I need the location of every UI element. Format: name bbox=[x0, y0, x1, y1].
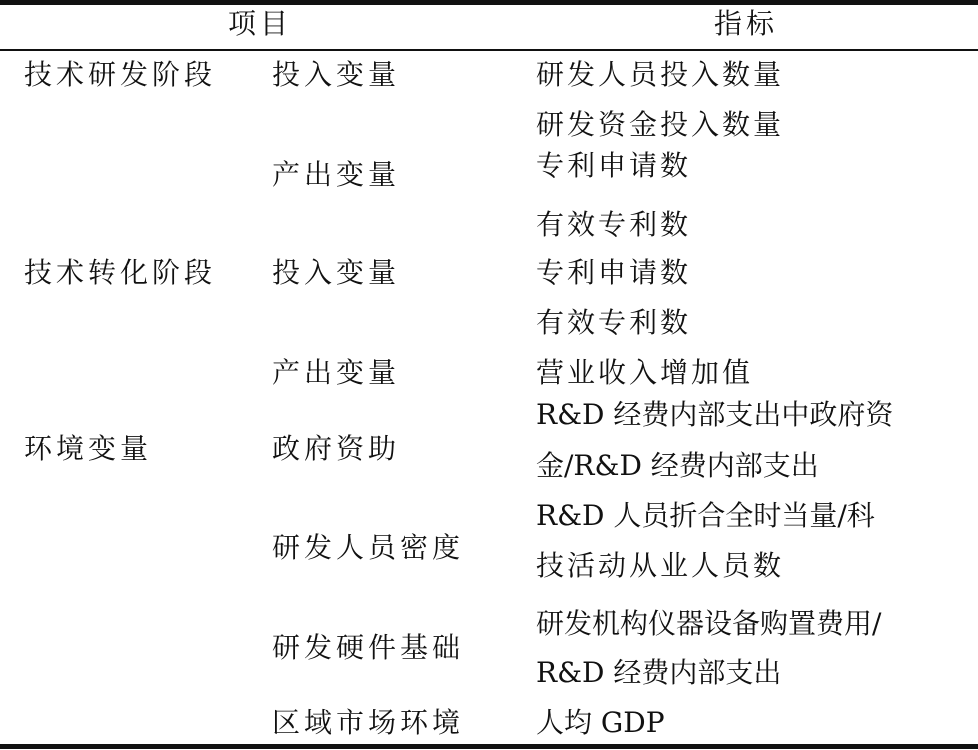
indicator-rd-fund-input: 研发资金投入数量 bbox=[536, 108, 785, 141]
variable-rd-hardware: 研发硬件基础 bbox=[272, 631, 465, 664]
variable-rd-staff-density: 研发人员密度 bbox=[272, 531, 465, 564]
variable-rd-input: 投入变量 bbox=[272, 58, 401, 91]
indicator-hardware-ratio-line2: R&D 经费内部支出 bbox=[536, 656, 782, 689]
variable-tt-input: 投入变量 bbox=[272, 256, 401, 289]
table-top-rule bbox=[0, 0, 978, 5]
stage-tech-rd: 技术研发阶段 bbox=[24, 58, 217, 91]
indicator-valid-patents: 有效专利数 bbox=[536, 306, 692, 339]
variable-gov-support: 政府资助 bbox=[272, 432, 401, 465]
variable-tt-output: 产出变量 bbox=[272, 356, 401, 389]
table-header-rule bbox=[0, 49, 978, 51]
indicator-gov-fund-ratio-line2: 金/R&D 经费内部支出 bbox=[536, 449, 819, 482]
indicator-rd-personnel-input: 研发人员投入数量 bbox=[536, 58, 785, 91]
header-project: 项目 bbox=[228, 7, 293, 40]
indicator-revenue-added-value: 营业收入增加值 bbox=[536, 356, 754, 389]
indicator-staff-density-line1: R&D 人员折合全时当量/科 bbox=[536, 499, 875, 532]
stage-tech-transfer: 技术转化阶段 bbox=[24, 256, 217, 289]
indicator-hardware-ratio-line1: 研发机构仪器设备购置费用/ bbox=[536, 607, 882, 640]
indicator-gdp-per-capita: 人均 GDP bbox=[536, 706, 665, 739]
stage-environment: 环境变量 bbox=[24, 432, 153, 465]
table-bottom-rule bbox=[0, 744, 978, 749]
variable-rd-output: 产出变量 bbox=[272, 158, 401, 191]
indicator-patent-applications: 专利申请数 bbox=[536, 149, 692, 182]
header-indicator: 指标 bbox=[714, 7, 779, 40]
variable-regional-market: 区域市场环境 bbox=[272, 706, 465, 739]
indicator-gov-fund-ratio-line1: R&D 经费内部支出中政府资 bbox=[536, 398, 894, 431]
indicator-patent-applications: 专利申请数 bbox=[536, 256, 692, 289]
indicator-valid-patents: 有效专利数 bbox=[536, 208, 692, 241]
indicator-staff-density-line2: 技活动从业人员数 bbox=[536, 549, 785, 582]
